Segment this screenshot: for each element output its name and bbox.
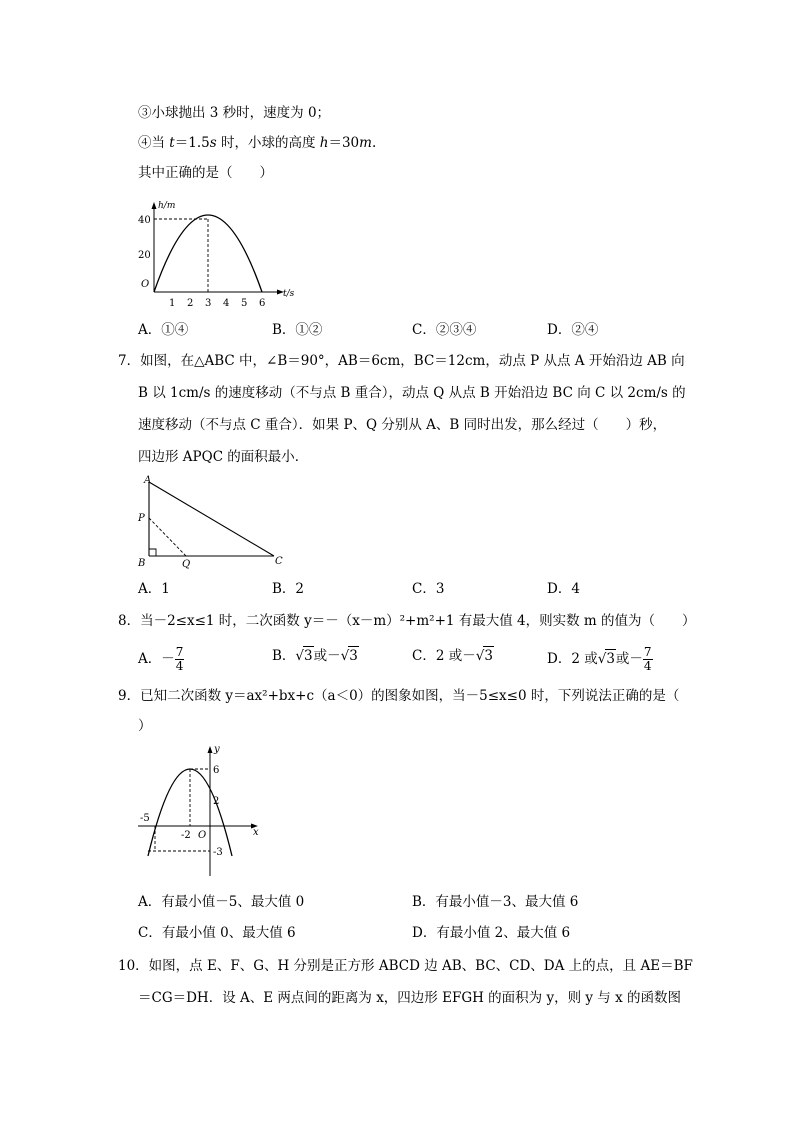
q6-option-a[interactable]: A．①④	[138, 322, 189, 338]
q7-label-c: C	[275, 556, 283, 567]
q6-height-time-graph	[134, 196, 304, 308]
q6-y-tick-20: 20	[138, 250, 151, 261]
q7-stem-line-1: 7．如图，在△ABC 中，∠B＝90°，AB＝6cm，BC＝12cm，动点 P 从点 A 开始沿边 AB 向	[118, 353, 685, 369]
q7-option-a[interactable]: A．1	[138, 581, 170, 597]
q6-origin-label: O	[141, 279, 150, 290]
q6-y-axis-label: h/m	[158, 201, 176, 211]
q9-parabola-graph	[134, 742, 274, 880]
q7-label-q: Q	[182, 559, 191, 570]
q8-stem: 8．当－2≤x≤1 时，二次函数 y＝－（x－m）²+m²+1 有最大值 4，则实数 m 的值为（ ）	[118, 613, 696, 629]
q6-x-tick-2: 2	[187, 298, 194, 308]
q8-option-c[interactable]: C．2 或－√3	[412, 648, 493, 664]
q9-y-axis-label: y	[214, 744, 220, 755]
q6-option-c[interactable]: C．②③④	[412, 322, 477, 338]
q8-option-b[interactable]: B．√3或－√3	[272, 648, 358, 664]
q6-x-tick-4: 4	[223, 298, 230, 308]
q8-option-a[interactable]: A．－ $\frac{7}{4}$	[138, 645, 184, 673]
q9-option-b[interactable]: B．有最小值－3、最大值 6	[412, 894, 579, 910]
q9-option-c[interactable]: C．有最小值 0、最大值 6	[138, 925, 296, 941]
q6-item-4: ④当 t＝1.5s 时，小球的高度 h＝30m.	[138, 135, 377, 151]
q8-option-d[interactable]: D．2 或√3或－ $\frac{7}{4}$	[547, 645, 652, 673]
q7-triangle-figure	[134, 474, 294, 570]
q6-x-tick-1: 1	[169, 298, 176, 308]
q6-x-tick-5: 5	[241, 298, 248, 308]
q7-label-p: P	[138, 513, 145, 524]
q6-x-axis-label: t/s	[283, 289, 295, 299]
q7-stem-line-4: 四边形 APQC 的面积最小．	[138, 449, 309, 465]
q7-stem-line-2: B 以 1cm/s 的速度移动（不与点 B 重合），动点 Q 从点 B 开始沿边 BC 向 C 以 2cm/s 的	[138, 385, 686, 401]
q9-label-neg5: -5	[140, 813, 150, 824]
q6-y-tick-40: 40	[138, 215, 151, 226]
q9-stem-line-1: 9．已知二次函数 y＝ax²+bx+c（a＜0）的图象如图，当－5≤x≤0 时，下列说法正确的是（	[118, 688, 680, 704]
q6-option-d[interactable]: D．②④	[547, 322, 599, 338]
q6-option-b[interactable]: B．①②	[272, 322, 323, 338]
q10-stem-line-2: ＝CG＝DH．设 A、E 两点间的距离为 x，四边形 EFGH 的面积为 y，则 y 与 x 的函数图	[138, 990, 681, 1006]
q7-label-a: A	[144, 475, 152, 486]
q7-label-b: B	[138, 558, 146, 569]
q9-origin-label: O	[198, 830, 207, 841]
q7-stem-line-3: 速度移动（不与点 C 重合）．如果 P、Q 分别从 A、B 同时出发，那么经过（ ）秒，	[138, 417, 667, 433]
q6-prompt: 其中正确的是（ ）	[138, 165, 273, 181]
q9-option-d[interactable]: D．有最小值 2、最大值 6	[412, 925, 571, 941]
q6-x-tick-6: 6	[259, 298, 266, 308]
q7-option-c[interactable]: C．3	[412, 581, 445, 597]
q9-stem-line-2: ）	[138, 718, 152, 734]
q9-label-neg3: -3	[213, 847, 223, 858]
q9-option-a[interactable]: A．有最小值－5、最大值 0	[138, 894, 305, 910]
q6-x-tick-3: 3	[205, 298, 212, 308]
q6-item-3: ③小球抛出 3 秒时，速度为 0；	[138, 105, 331, 121]
q7-option-b[interactable]: B．2	[272, 581, 305, 597]
q9-label-2: 2	[213, 796, 220, 807]
q10-stem-line-1: 10．如图，点 E、F、G、H 分别是正方形 ABCD 边 AB、BC、CD、DA 上的点，且 AE＝BF	[118, 958, 693, 974]
q9-label-6: 6	[213, 765, 220, 776]
q9-x-axis-label: x	[253, 827, 259, 838]
q7-option-d[interactable]: D．4	[547, 581, 580, 597]
q9-label-neg2: -2	[181, 830, 191, 841]
